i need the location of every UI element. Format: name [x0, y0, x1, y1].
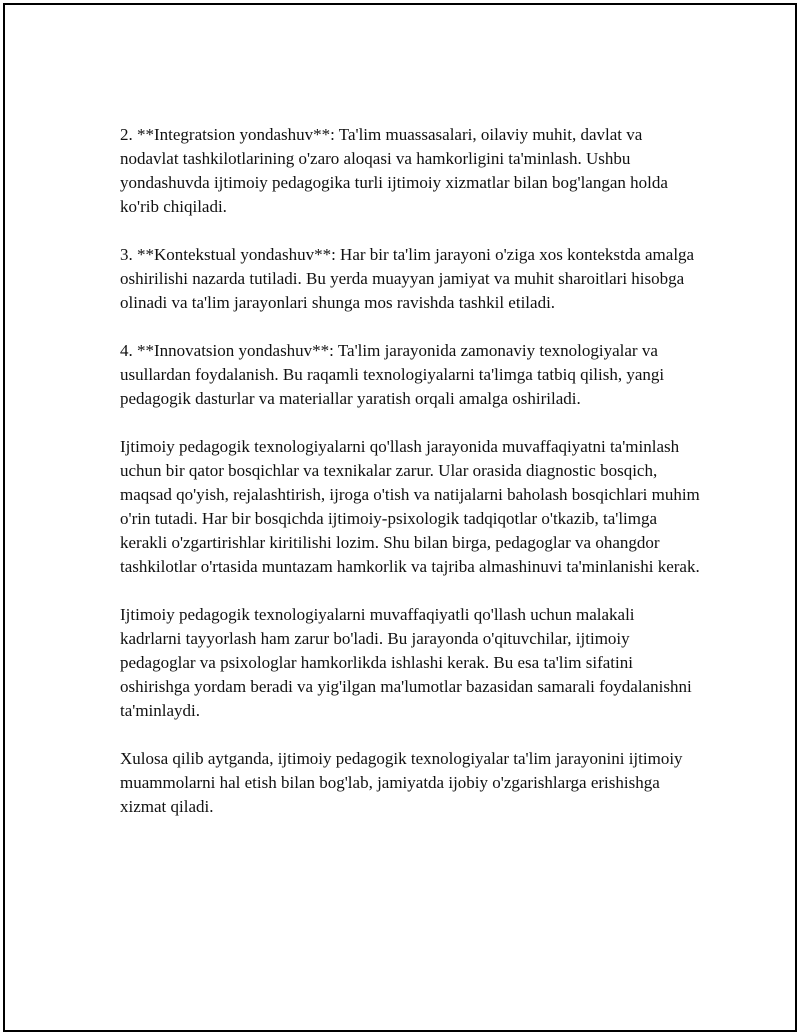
document-body: [120, 123, 700, 843]
paragraph-kadrlar: Ijtimoiy pedagogik texnologiyalarni muvaffaqiyatli qo'llash uchun malakali kadrlarni tayyorlash ham zarur bo'ladi. Bu jarayonda o'qituvchilar, ijtimoiy pedagoglar va psixologlar hamkorlikda ishlashi kerak. Bu esa ta'lim sifatini oshirishga yordam beradi va yig'ilgan ma'lumotlar bazasidan samarali foydalanishni ta'minlaydi.: [120, 605, 692, 720]
paragraph-innovatsion-yondashuv: 4. **Innovatsion yondashuv**: Ta'lim jarayonida zamonaviy texnologiyalar va usullardan foydalanish. Bu raqamli texnologiyalarni ta'limga tatbiq qilish, yangi pedagogik dasturlar va materiallar yaratish orqali amalga oshiriladi.: [120, 341, 665, 408]
paragraph-kontekstual-yondashuv: 3. **Kontekstual yondashuv**: Har bir ta'lim jarayoni o'ziga xos kontekstda amalga oshirilishi nazarda tutiladi. Bu yerda muayyan jamiyat va muhit sharoitlari hisobga olinadi va ta'lim jarayonlari shunga mos ravishda tashkil etiladi.: [120, 245, 695, 312]
document-page: [3, 3, 797, 1032]
paragraph-bosqichlar: Ijtimoiy pedagogik texnologiyalarni qo'llash jarayonida muvaffaqiyatni ta'minlash uchun bir qator bosqichlar va texnikalar zarur. Ular orasida diagnostic bosqich, maqsad qo'yish, rejalashtirish, ijroga o'tish va natijalarni baholash bosqichlari muhim o'rin tutadi. Har bir bosqichda ijtimoiy-psixologik tadqiqotlar o'tkazib, ta'limga kerakli o'zgartirishlar kiritilishi lozim. Shu bilan birga, pedagoglar va ohangdor tashkilotlar o'rtasida muntazam hamkorlik va tajriba almashinuvi ta'minlanishi kerak.: [120, 437, 700, 576]
paragraph-integratsion-yondashuv: 2. **Integratsion yondashuv**: Ta'lim muassasalari, oilaviy muhit, davlat va nodavlat tashkilotlarining o'zaro aloqasi va hamkorligini ta'minlash. Ushbu yondashuvda ijtimoiy pedagogika turli ijtimoiy xizmatlar bilan bog'langan holda ko'rib chiqiladi.: [120, 125, 668, 216]
paragraph-xulosa: Xulosa qilib aytganda, ijtimoiy pedagogik texnologiyalar ta'lim jarayonini ijtimoiy muammolarni hal etish bilan bog'lab, jamiyatda ijobiy o'zgarishlarga erishishga xizmat qiladi.: [120, 749, 683, 816]
